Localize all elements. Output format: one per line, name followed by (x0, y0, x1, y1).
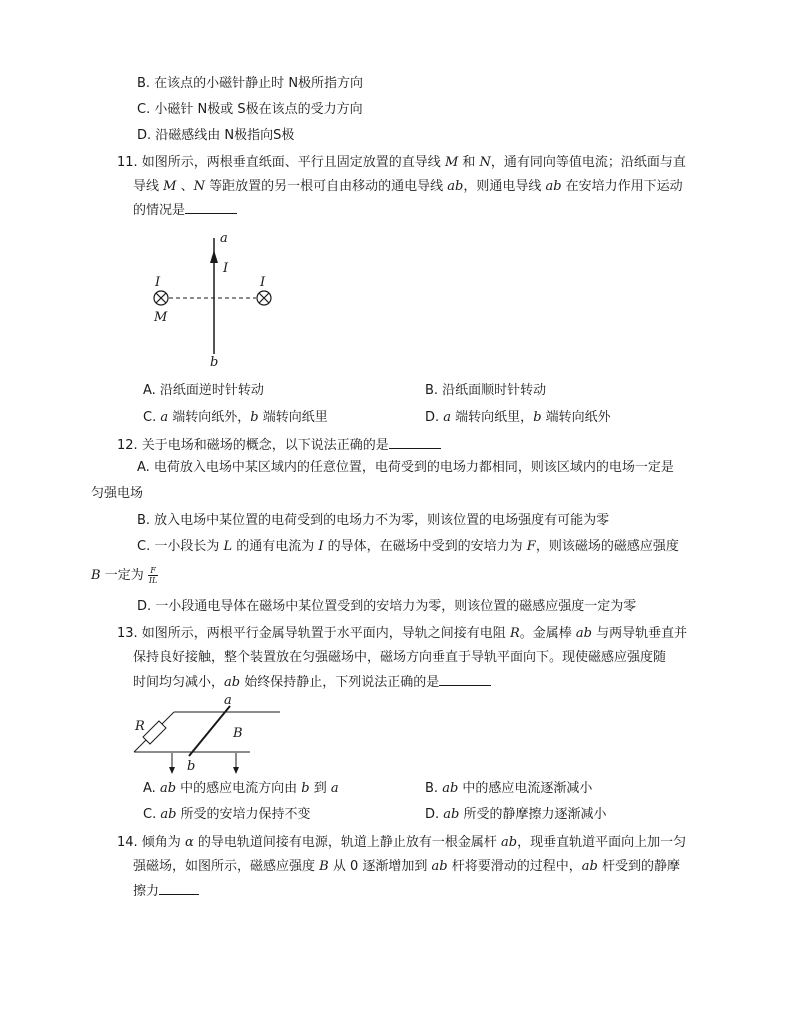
q14-stem-line2: 强磁场，如图所示，磁感应强度 B 从 0 逐渐增加到 ab 杆将要滑动的过程中，ab 杆受到的静摩 (133, 859, 680, 874)
answer-blank (159, 882, 199, 895)
answer-blank (185, 201, 237, 214)
current-arrow-icon (210, 250, 218, 263)
q11-stem-line1: 11. 如图所示，两根垂直纸面、平行且固定放置的直导线 M 和 N，通有同向等值电流；沿纸面与直 (117, 155, 686, 170)
magnetic-field-arrow-icon (233, 753, 239, 774)
label-M: M (154, 310, 168, 325)
answer-blank (439, 673, 491, 686)
fraction-f-over-il: $\frac{F}{IL}$ (148, 566, 158, 585)
label-R: R (135, 719, 145, 734)
q11-stem-line3: 的情况是 (133, 201, 237, 220)
resistor-icon (143, 721, 166, 744)
q10-option-c: C. 小磁针 N极或 S极在该点的受力方向 (137, 102, 363, 117)
magnetic-field-arrow-icon (169, 753, 175, 774)
label-b: b (210, 355, 219, 370)
label-wire-current: I (223, 261, 229, 276)
label-right-current: I (260, 275, 266, 290)
metal-rod-ab (189, 706, 230, 756)
label-B: B (233, 726, 243, 741)
q13-option-a: A. ab 中的感应电流方向由 b 到 a (143, 781, 339, 796)
q13-option-d: D. ab 所受的静摩擦力逐渐减小 (425, 807, 607, 822)
q11-option-a: A. 沿纸面逆时针转动 (143, 383, 264, 398)
q10-option-b: B. 在该点的小磁针静止时 N极所指方向 (137, 76, 364, 91)
label-a: a (220, 231, 228, 246)
q12-option-b: B. 放入电场中某位置的电荷受到的电场力不为零，则该位置的电场强度有可能为零 (137, 513, 610, 528)
q13-stem-line1: 13. 如图所示，两根平行金属导轨置于水平面内，导轨之间接有电阻 R。金属棒 ab 与两导轨垂直并 (117, 626, 688, 641)
wire-n-into-page-icon (257, 291, 271, 305)
rail-connector-bottom (134, 739, 147, 752)
wire-m-into-page-icon (154, 291, 168, 305)
label-b: b (187, 759, 196, 774)
q11-option-b: B. 沿纸面顺时针转动 (425, 383, 547, 398)
q14-stem-line3: 擦力 (133, 882, 199, 901)
q13-stem-line2: 保持良好接触，整个装置放在匀强磁场中，磁场方向垂直于导轨平面向下。现使磁感应强度随 (133, 650, 667, 665)
q12-option-c-line2: B 一定为 $\frac{F}{IL}$ (91, 566, 158, 585)
q12-option-d: D. 一小段通电导体在磁场中某位置受到的安培力为零，则该位置的磁感应强度一定为零 (137, 599, 637, 614)
label-a: a (224, 693, 232, 708)
answer-blank (389, 436, 441, 449)
q10-option-d: D. 沿磁感线由 N极指向S极 (137, 128, 295, 143)
q11-option-c: C. a 端转向纸外，b 端转向纸里 (143, 410, 328, 425)
q12-option-a-line1: A. 电荷放入电场中某区域内的任意位置，电荷受到的电场力都相同，则该区域内的电场一定是 (137, 460, 674, 475)
rail-connector-top (161, 712, 174, 725)
label-left-current: I (155, 275, 161, 290)
q14-stem-line1: 14. 倾角为 α 的导电轨道间接有电源，轨道上静止放有一根金属杆 ab，现垂直轨道平面向上加一匀 (117, 835, 687, 850)
q13-option-b: B. ab 中的感应电流逐渐减小 (425, 781, 593, 796)
q13-diagram (128, 692, 288, 778)
q13-option-c: C. ab 所受的安培力保持不变 (143, 807, 311, 822)
q12-option-c-line1: C. 一小段长为 L 的通有电流为 I 的导体，在磁场中受到的安培力为 F，则该磁场的磁感应强度 (137, 539, 679, 554)
q12-option-a-line2: 匀强电场 (91, 486, 144, 501)
q11-diagram (140, 226, 290, 372)
q11-option-d: D. a 端转向纸里，b 端转向纸外 (425, 410, 611, 425)
q11-stem-line2: 导线 M 、N 等距放置的另一根可自由移动的通电导线 ab，则通电导线 ab 在安培力作用下运动 (133, 179, 683, 194)
q12-stem: 12. 关于电场和磁场的概念，以下说法正确的是 (117, 436, 441, 455)
q13-stem-line3: 时间均匀减小，ab 始终保持静止，下列说法正确的是 (133, 673, 491, 692)
